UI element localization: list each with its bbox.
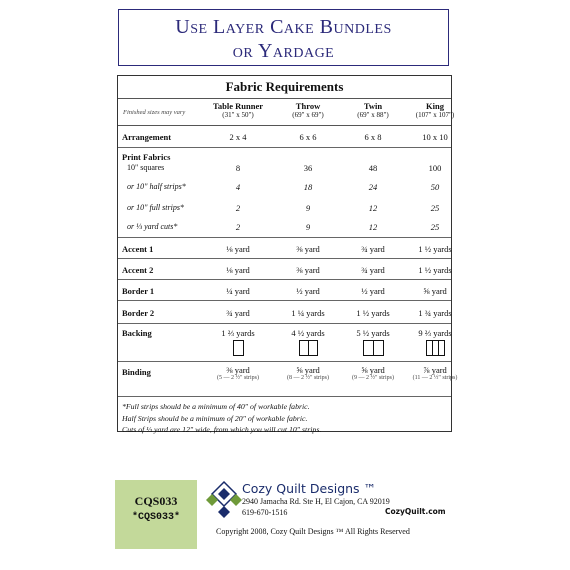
table-cell: 12 — [368, 222, 378, 232]
row-label: Accent 2 — [122, 265, 154, 275]
binding-yardage: ⅝ yard — [296, 365, 320, 375]
binding-strips: (5 — 2 ½" strips) — [217, 375, 259, 381]
table-cell: 50 — [430, 182, 440, 192]
column-name: Throw — [295, 101, 321, 111]
row-sublabel: or 10" full strips* — [127, 203, 184, 212]
title-line-2: or Yardage — [232, 40, 335, 62]
table-cell: ¼ yard — [226, 286, 250, 296]
table-cell: 2 — [235, 222, 241, 232]
column-throw — [274, 99, 342, 120]
table-cell — [274, 365, 342, 381]
row-sublabel: or ⅓ yard cuts* — [127, 222, 178, 231]
table-cell: ¾ yard — [226, 308, 250, 318]
table-notes — [118, 397, 451, 437]
website[interactable]: CozyQuilt.com — [385, 507, 446, 516]
table-cell: 18 — [303, 182, 313, 192]
note-line: *Full strips should be a minimum of 40" of workable fabric. — [122, 402, 310, 411]
row-label: Binding — [122, 367, 151, 377]
binding-strips: (11 — 2 ½" strips) — [412, 375, 458, 381]
column-name: King — [426, 101, 444, 111]
binding-strips: (8 — 2 ½" strips) — [287, 375, 329, 381]
table-cell: 9 — [305, 222, 311, 232]
table-cell: 1 ½ yards — [356, 308, 390, 318]
table-heading: Fabric Requirements — [118, 76, 451, 99]
row-label: Border 1 — [122, 286, 155, 296]
table-cell: 25 — [430, 203, 440, 213]
note-line: Half Strips should be a minimum of 20" of workable fabric. — [122, 413, 308, 423]
copyright: Copyright 2008, Cozy Quilt Designs ™ All Rights Reserved — [216, 527, 410, 536]
table-cell: 1 ¼ yards — [291, 308, 325, 318]
row-sublabel: 10" squares — [127, 163, 165, 172]
table-cell: ⅝ yard — [423, 286, 447, 296]
table-cell: 1 ¾ yards — [418, 308, 452, 318]
table-cell: 24 — [368, 182, 378, 192]
column-name: Table Runner — [213, 101, 263, 111]
table-row-arrangement — [118, 126, 451, 148]
table-cell: ⅛ yard — [226, 265, 250, 275]
table-cell: ⅛ yard — [226, 244, 250, 254]
address: 2940 Jamacha Rd. Ste H, El Cajon, CA 92019 — [242, 497, 390, 506]
table-cell: ¾ yard — [361, 265, 385, 275]
table-cell — [204, 365, 272, 381]
table-cell: 5 ½ yards — [356, 328, 390, 338]
table-cell: 8 — [235, 163, 241, 173]
table-cell: ⅜ yard — [296, 265, 320, 275]
table-cell: 6 x 6 — [299, 132, 317, 142]
phone: 619-670-1516 — [242, 508, 288, 517]
column-twin — [339, 99, 407, 120]
row-label: Arrangement — [122, 132, 172, 142]
backing-panel-diagram — [339, 340, 407, 356]
title-line-1: Use Layer Cake Bundles — [175, 16, 392, 38]
column-size: (69" x 69") — [292, 111, 324, 119]
table-cell — [339, 365, 407, 381]
table-cell: ½ yard — [361, 286, 385, 296]
column-size: (31" x 50") — [222, 111, 254, 119]
table-cell: 1 ½ yards — [418, 244, 452, 254]
pattern-code-label — [115, 480, 197, 549]
table-cell: 10 x 10 — [422, 132, 448, 142]
brand-name: Cozy Quilt Designs ™ — [242, 481, 377, 496]
pattern-barcode-text: *CQS033* — [131, 512, 180, 523]
pattern-code: CQS033 — [134, 494, 178, 508]
row-sublabel: or 10" half strips* — [127, 182, 186, 191]
table-cell — [401, 365, 469, 381]
table-cell: 6 x 8 — [364, 132, 382, 142]
table-cell: 4 — [235, 182, 241, 192]
table-cell: 25 — [430, 222, 440, 232]
cozy-quilt-logo-icon — [206, 480, 242, 520]
backing-panel-diagram — [204, 340, 272, 356]
note-line: Cuts of ⅓ yard are 12" wide, from which you will cut 10" strips. — [122, 425, 322, 434]
table-cell: 100 — [428, 163, 442, 173]
table-cell: 9 — [305, 203, 311, 213]
table-row-accent-2 — [118, 259, 451, 280]
table-cell: 1 ½ yards — [418, 265, 452, 275]
table-cell: 1 ⅔ yards — [221, 328, 255, 338]
column-king — [401, 99, 469, 120]
table-row-print-fabrics — [118, 148, 451, 238]
binding-strips: (9 — 2 ½" strips) — [352, 375, 394, 381]
row-label: Border 2 — [122, 308, 155, 318]
binding-yardage: ⅞ yard — [423, 365, 447, 375]
column-table-runner — [204, 99, 272, 120]
table-cell: 12 — [368, 203, 378, 213]
row-label: Backing — [122, 328, 152, 338]
backing-panel-diagram — [274, 340, 342, 356]
column-size: (69" x 88") — [357, 111, 389, 119]
column-size: (107" x 107") — [415, 111, 455, 119]
table-row-accent-1 — [118, 238, 451, 259]
table-cell: ¾ yard — [361, 244, 385, 254]
table-cell: 9 ⅔ yards — [418, 328, 452, 338]
notes-text — [122, 401, 321, 436]
table-cell: 2 — [235, 203, 241, 213]
table-cell: ⅜ yard — [296, 244, 320, 254]
row-label: Print Fabrics — [122, 152, 171, 162]
table-row-border-2 — [118, 301, 451, 324]
column-name: Twin — [363, 101, 383, 111]
table-row-backing — [118, 324, 451, 362]
binding-yardage: ⅝ yard — [361, 365, 385, 375]
brand-contact — [242, 496, 390, 518]
backing-panel-diagram — [401, 340, 469, 356]
table-cell: ½ yard — [296, 286, 320, 296]
finished-sizes-note: Finished sizes may vary — [123, 109, 186, 116]
binding-yardage: ⅜ yard — [226, 365, 250, 375]
row-label: Accent 1 — [122, 244, 154, 254]
table-row-border-1 — [118, 280, 451, 301]
title-box — [118, 9, 449, 66]
fabric-requirements-table — [117, 75, 458, 434]
table-row-binding — [118, 362, 458, 397]
column-header-row — [118, 99, 455, 126]
table-cell: 48 — [368, 163, 378, 173]
table-cell: 36 — [303, 163, 313, 173]
table-cell: 4 ½ yards — [291, 328, 325, 338]
table-cell: 2 x 4 — [229, 132, 247, 142]
